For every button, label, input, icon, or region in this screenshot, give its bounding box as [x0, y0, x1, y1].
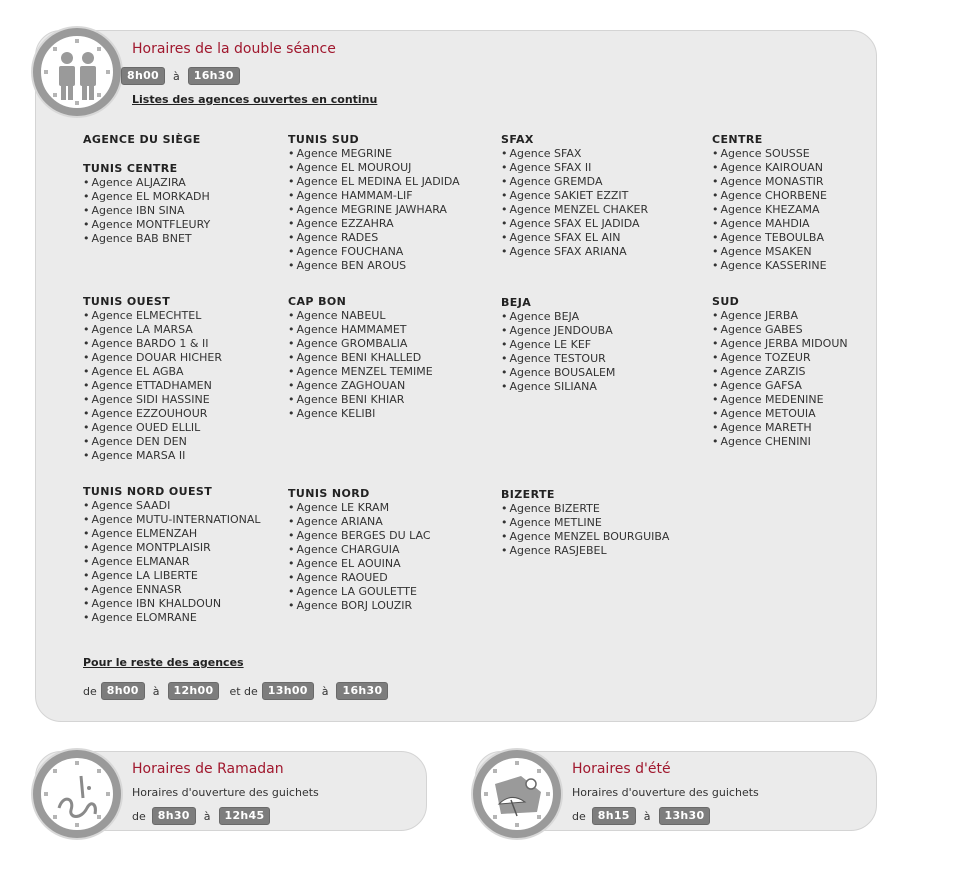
region-name: SUD — [712, 295, 740, 308]
agency-item: • Agence LA MARSA — [83, 323, 283, 337]
agency-item: • Agence JENDOUBA — [501, 324, 701, 338]
agency-item: • Agence LE KEF — [501, 338, 701, 352]
double-seance-title: Horaires de la double séance — [132, 41, 336, 57]
agency-item: • Agence EL MEDINA EL JADIDA — [288, 175, 488, 189]
agency-item: • Agence GROMBALIA — [288, 337, 488, 351]
agency-item: • Agence KHEZAMA — [712, 203, 862, 217]
time-badge: 12h00 — [168, 682, 220, 700]
region-name: TUNIS NORD OUEST — [83, 485, 213, 498]
label-de: de — [83, 684, 97, 698]
region-tunis-nord — [288, 487, 488, 613]
region-name: CAP BON — [288, 295, 347, 308]
summer-clock-icon — [473, 750, 561, 838]
agency-item: • Agence KAIROUAN — [712, 161, 862, 175]
agency-item: • Agence BEN AROUS — [288, 259, 488, 273]
region-tunis-ouest — [83, 295, 283, 463]
agency-item: • Agence LA LIBERTE — [83, 569, 283, 583]
agency-item: • Agence MEDENINE — [712, 393, 862, 407]
agency-item: • Agence BOUSALEM — [501, 366, 701, 380]
agency-item: • Agence IBN KHALDOUN — [83, 597, 283, 611]
agency-item: • Agence EL AOUINA — [288, 557, 488, 571]
agency-item: • Agence RADES — [288, 231, 488, 245]
label-de: de — [132, 809, 146, 823]
ramadan-subtitle: Horaires d'ouverture des guichets — [132, 786, 319, 799]
agency-item: • Agence RAOUED — [288, 571, 488, 585]
agency-item: • Agence BENI KHIAR — [288, 393, 488, 407]
region-name: CENTRE — [712, 133, 763, 146]
region-beja — [501, 296, 701, 394]
region-name: TUNIS NORD — [288, 487, 370, 500]
agency-item: • Agence METLINE — [501, 516, 701, 530]
agency-item: • Agence ELMENZAH — [83, 527, 283, 541]
rest-hours — [83, 682, 388, 700]
label-et-de: et de — [229, 684, 258, 698]
agency-item: • Agence MONASTIR — [712, 175, 862, 189]
agency-item: • Agence ELOMRANE — [83, 611, 283, 625]
agency-item: • Agence BIZERTE — [501, 502, 701, 516]
agency-item: • Agence BAB BNET — [83, 232, 283, 246]
region-tunis-nord-ouest — [83, 485, 283, 625]
time-badge-start: 8h30 — [152, 807, 196, 825]
region-tunis-sud — [288, 133, 488, 273]
agency-item: • Agence SFAX ARIANA — [501, 245, 701, 259]
time-badge-start: 8h00 — [121, 67, 165, 85]
region-name: SFAX — [501, 133, 534, 146]
agency-item: • Agence MEGRINE — [288, 147, 488, 161]
agency-item: • Agence SILIANA — [501, 380, 701, 394]
agency-item: • Agence CHARGUIA — [288, 543, 488, 557]
region-bizerte — [501, 488, 701, 558]
ramadan-clock-icon — [33, 750, 121, 838]
ramadan-title: Horaires de Ramadan — [132, 761, 284, 777]
agency-item: • Agence HAMMAM-LIF — [288, 189, 488, 203]
agency-item: • Agence TESTOUR — [501, 352, 701, 366]
ete-hours — [572, 807, 710, 825]
agency-item: • Agence HAMMAMET — [288, 323, 488, 337]
region-name: TUNIS OUEST — [83, 295, 171, 308]
agency-item: • Agence EZZAHRA — [288, 217, 488, 231]
agency-item: • Agence FOUCHANA — [288, 245, 488, 259]
time-badge: 16h30 — [336, 682, 388, 700]
agency-item: • Agence MENZEL CHAKER — [501, 203, 701, 217]
agency-item: • Agence SIDI HASSINE — [83, 393, 283, 407]
agency-item: • Agence ELMECHTEL — [83, 309, 283, 323]
agency-item: • Agence MSAKEN — [712, 245, 862, 259]
time-sep: à — [203, 809, 211, 823]
time-badge: 13h00 — [262, 682, 314, 700]
agency-item: • Agence MENZEL TEMIME — [288, 365, 488, 379]
agency-item: • Agence RASJEBEL — [501, 544, 701, 558]
agency-item: • Agence ETTADHAMEN — [83, 379, 283, 393]
agency-item: • Agence EL MORKADH — [83, 190, 283, 204]
agency-item: • Agence MAHDIA — [712, 217, 862, 231]
time-badge-start: 8h15 — [592, 807, 636, 825]
time-badge: 8h00 — [101, 682, 145, 700]
region-name: BIZERTE — [501, 488, 555, 501]
agency-item: • Agence NABEUL — [288, 309, 488, 323]
time-sep: à — [152, 684, 160, 698]
agency-item: • Agence SAADI — [83, 499, 283, 513]
agency-item: • Agence KASSERINE — [712, 259, 862, 273]
ete-title: Horaires d'été — [572, 761, 671, 777]
time-badge-end: 13h30 — [659, 807, 711, 825]
agency-item: • Agence GREMDA — [501, 175, 701, 189]
agency-item: • Agence LE KRAM — [288, 501, 488, 515]
agency-item: • Agence EZZOUHOUR — [83, 407, 283, 421]
agency-item: • Agence EL MOUROUJ — [288, 161, 488, 175]
region-sfax — [501, 133, 701, 259]
agency-item: • Agence LA GOULETTE — [288, 585, 488, 599]
agency-item: • Agence JERBA — [712, 309, 862, 323]
agency-item: • Agence MARETH — [712, 421, 862, 435]
agency-item: • Agence MONTPLAISIR — [83, 541, 283, 555]
agence-siege: AGENCE DU SIÈGE — [83, 133, 201, 146]
agency-item: • Agence ZARZIS — [712, 365, 862, 379]
agency-item: • Agence MENZEL BOURGUIBA — [501, 530, 701, 544]
agency-item: • Agence ARIANA — [288, 515, 488, 529]
agency-item: • Agence SOUSSE — [712, 147, 862, 161]
agency-item: • Agence IBN SINA — [83, 204, 283, 218]
agency-item: • Agence TEBOULBA — [712, 231, 862, 245]
region-centre — [712, 133, 862, 273]
label-de: de — [572, 809, 586, 823]
time-badge-end: 12h45 — [219, 807, 271, 825]
rest-title-link[interactable]: Pour le reste des agences — [83, 656, 244, 669]
agency-item: • Agence BERGES DU LAC — [288, 529, 488, 543]
region-name: TUNIS SUD — [288, 133, 360, 146]
agency-item: • Agence GAFSA — [712, 379, 862, 393]
agency-item: • Agence DEN DEN — [83, 435, 283, 449]
agency-item: • Agence ENNASR — [83, 583, 283, 597]
region-tunis-centre — [83, 162, 283, 246]
agency-item: • Agence BORJ LOUZIR — [288, 599, 488, 613]
agency-item: • Agence SFAX II — [501, 161, 701, 175]
agency-item: • Agence MARSA II — [83, 449, 283, 463]
region-cap-bon — [288, 295, 488, 421]
time-sep: à — [643, 809, 651, 823]
time-sep: à — [173, 69, 180, 83]
agency-item: • Agence ALJAZIRA — [83, 176, 283, 190]
agency-item: • Agence GABES — [712, 323, 862, 337]
agency-item: • Agence KELIBI — [288, 407, 488, 421]
agency-item: • Agence SFAX — [501, 147, 701, 161]
list-title-link[interactable]: Listes des agences ouvertes en continu — [132, 93, 378, 106]
agency-item: • Agence BARDO 1 & II — [83, 337, 283, 351]
time-sep: à — [321, 684, 329, 698]
agency-item: • Agence JERBA MIDOUN — [712, 337, 862, 351]
time-badge-end: 16h30 — [188, 67, 240, 85]
agency-item: • Agence METOUIA — [712, 407, 862, 421]
agency-item: • Agence ELMANAR — [83, 555, 283, 569]
agency-item: • Agence SFAX EL AIN — [501, 231, 701, 245]
agency-item: • Agence ZAGHOUAN — [288, 379, 488, 393]
agency-item: • Agence TOZEUR — [712, 351, 862, 365]
agency-item: • Agence SAKIET EZZIT — [501, 189, 701, 203]
region-name: TUNIS CENTRE — [83, 162, 178, 175]
agency-item: • Agence BEJA — [501, 310, 701, 324]
agency-item: • Agence MUTU-INTERNATIONAL — [83, 513, 283, 527]
agency-item: • Agence CHENINI — [712, 435, 862, 449]
agency-item: • Agence SFAX EL JADIDA — [501, 217, 701, 231]
agency-item: • Agence BENI KHALLED — [288, 351, 488, 365]
double-seance-hours — [121, 67, 240, 85]
ete-subtitle: Horaires d'ouverture des guichets — [572, 786, 759, 799]
people-clock-icon — [33, 28, 121, 116]
region-sud — [712, 295, 862, 449]
agency-item: • Agence DOUAR HICHER — [83, 351, 283, 365]
ramadan-hours — [132, 807, 270, 825]
agency-item: • Agence OUED ELLIL — [83, 421, 283, 435]
region-name: BEJA — [501, 296, 532, 309]
agency-item: • Agence MONTFLEURY — [83, 218, 283, 232]
agency-item: • Agence MEGRINE JAWHARA — [288, 203, 488, 217]
agency-item: • Agence EL AGBA — [83, 365, 283, 379]
agency-item: • Agence CHORBENE — [712, 189, 862, 203]
